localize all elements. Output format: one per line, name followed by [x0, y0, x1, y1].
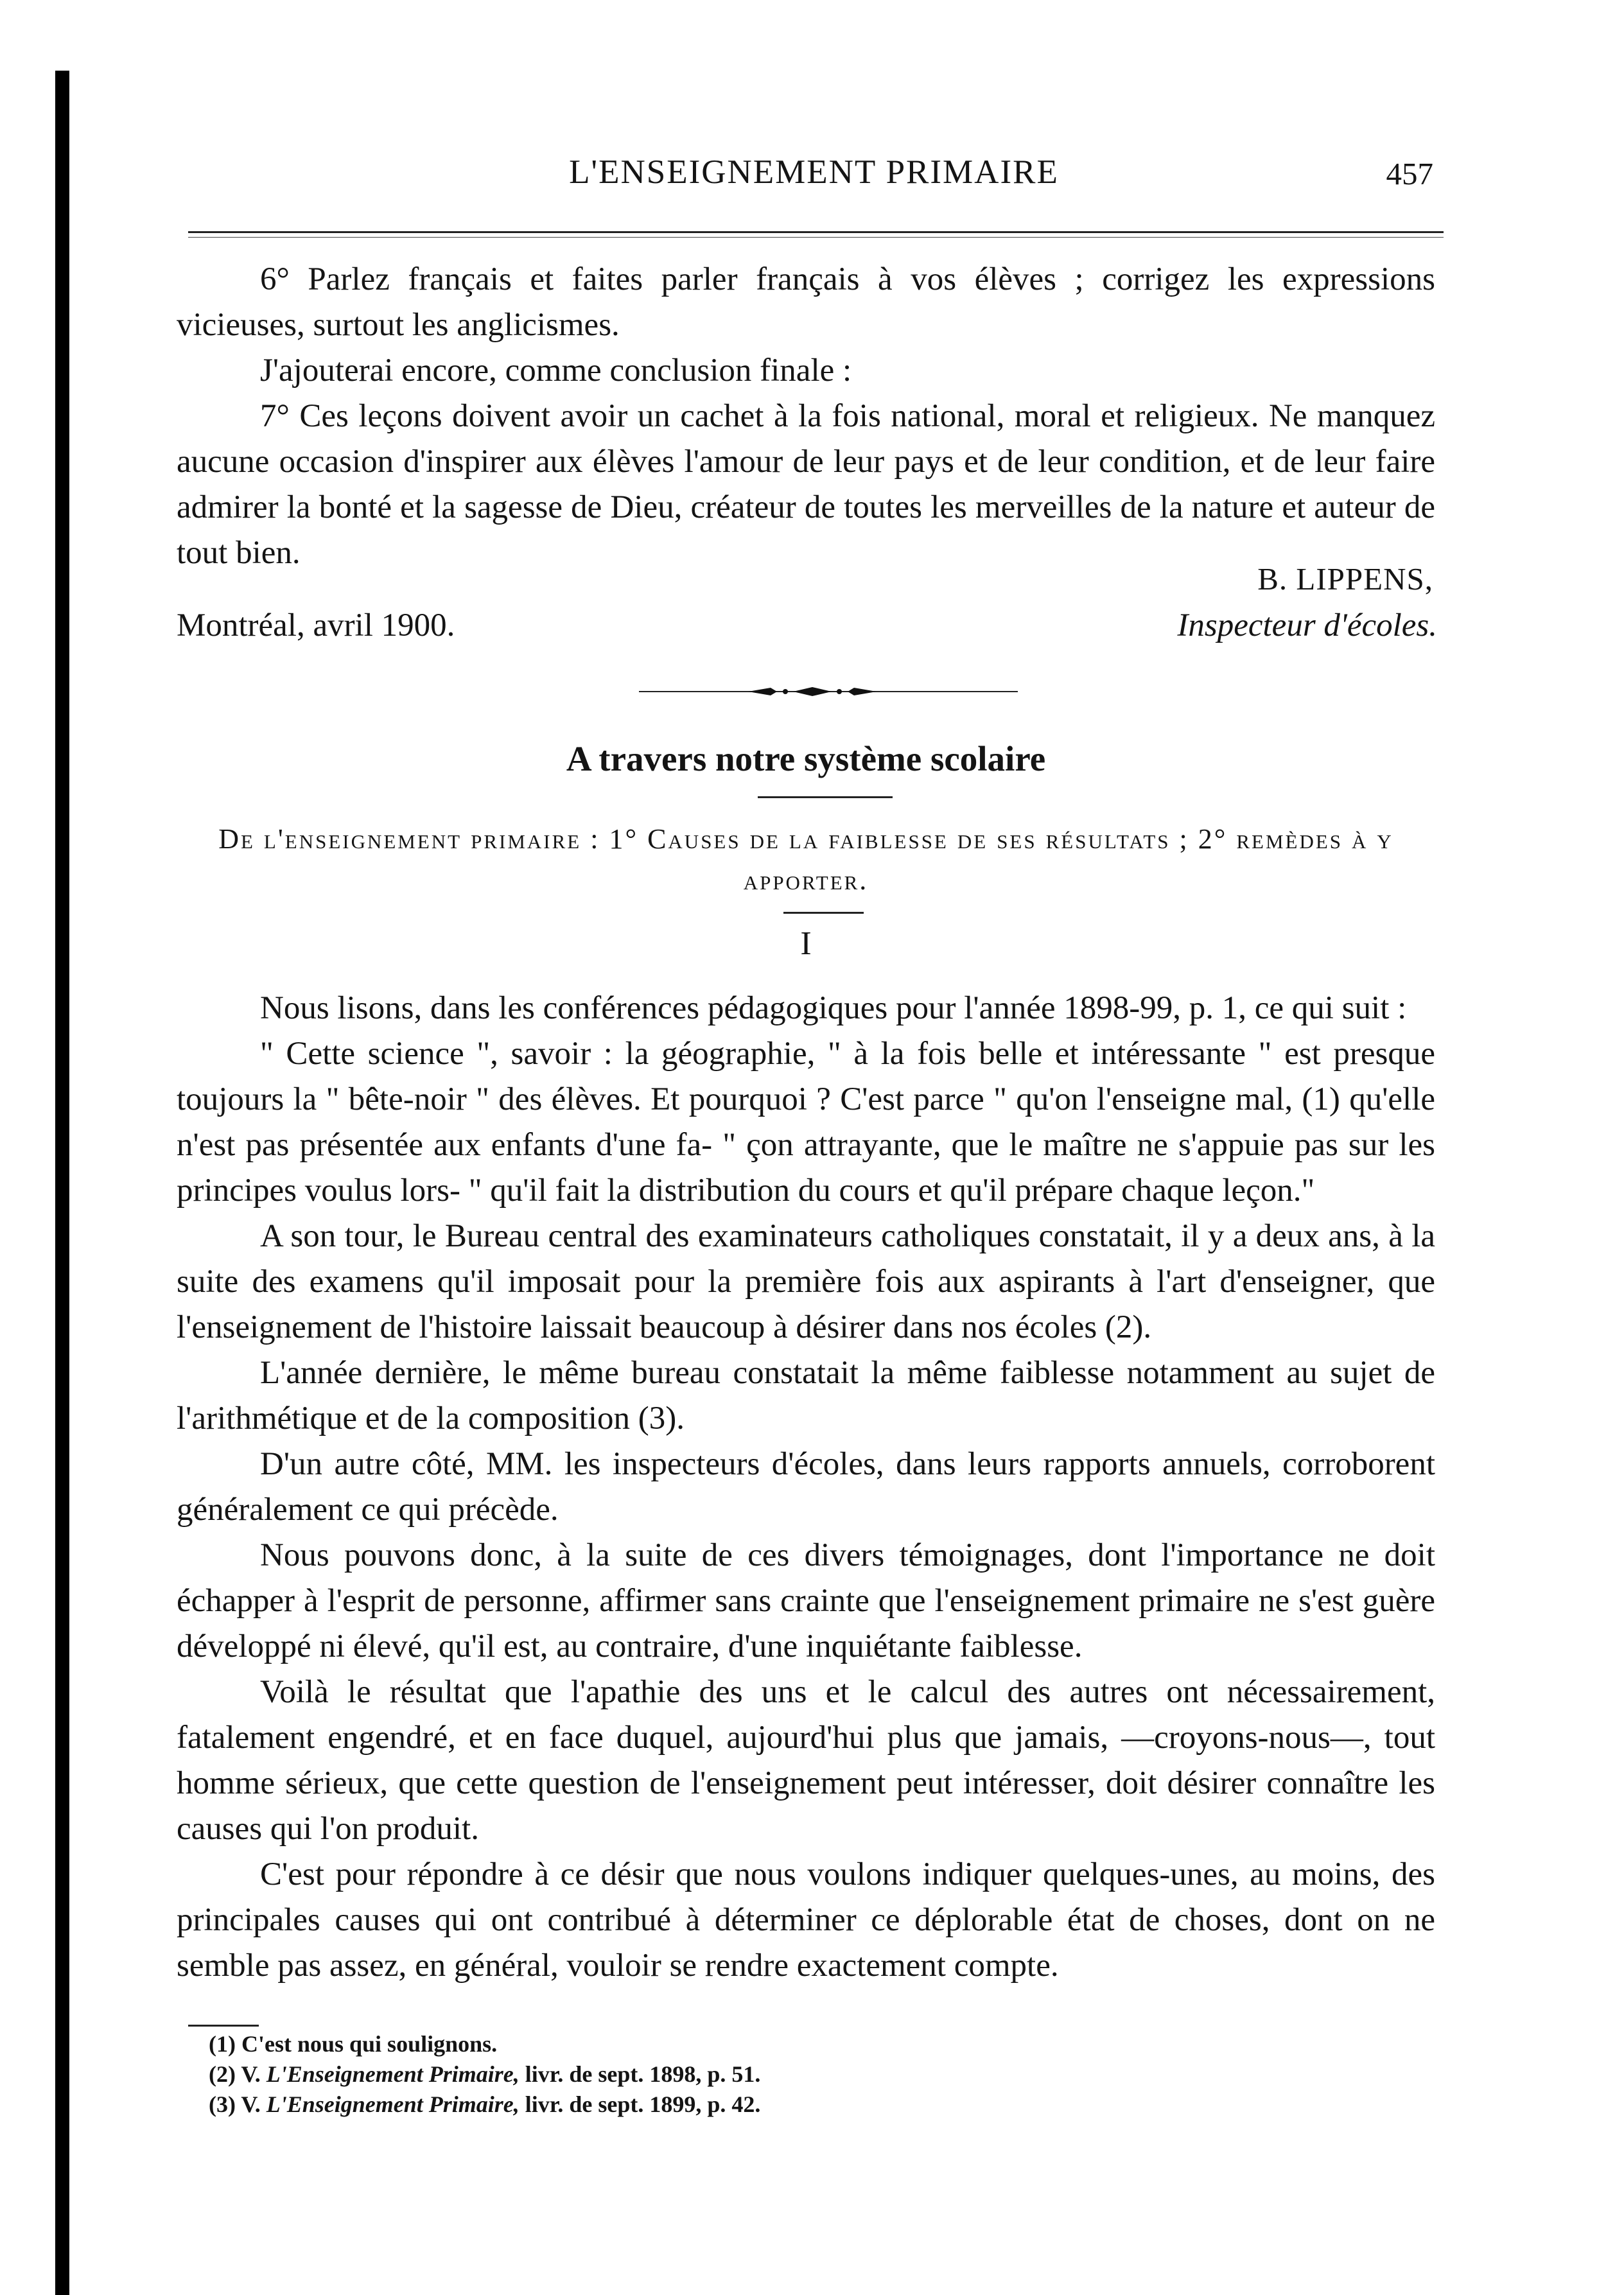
paragraph: J'ajouterai encore, comme conclusion finale : — [260, 353, 852, 388]
footnote-rule — [188, 2025, 259, 2027]
scan-edge-bar — [55, 71, 69, 2295]
paragraph: Nous pouvons donc, à la suite de ces divers témoignages, dont l'importance ne doit échapper à l'esprit de personne, affirmer sans crainte que l'enseignement primaire ne s'est guère développé ni élevé, qu'il est, au contraire, d'une inquiétante faiblesse. — [177, 1537, 1435, 1664]
footnote-journal: L'Enseignement Primaire, — [266, 2091, 520, 2117]
footnote — [209, 2029, 760, 2059]
paragraph: 6° Parlez français et faites parler français à vos élèves ; corrigez les expressions vicieuses, surtout les anglicismes. — [177, 261, 1435, 343]
article-title: A travers notre système scolaire — [566, 739, 1046, 778]
footnote-mark: (1) — [209, 2031, 236, 2057]
quoted-paragraph: " Cette science ", savoir : la géographie, " à la fois belle et intéressante " est presque toujours la " bête-noir " des élèves. Et pourquoi ? C'est parce " qu'on l'enseigne mal, (1) qu'elle n'est pas présentée aux enfants d'une fa- " çon attrayante, que le maître ne s'appuie pas sur les principes voulus lors- " qu'il fait la distribution du cours et qu'il prépare chaque leçon." — [177, 1036, 1435, 1209]
section-ornament — [639, 686, 1018, 697]
subtitle-rule — [783, 912, 864, 914]
paragraph: A son tour, le Bureau central des examinateurs catholiques constatait, il y a deux ans, à la suite des examens qu'il imposait pour la première fois aux aspirants à l'art d'enseigner, que l'enseignement de l'histoire laissait beaucoup à désirer dans nos écoles (2). — [177, 1218, 1435, 1345]
section-numeral: I — [800, 925, 812, 962]
footnote-mark: (2) — [209, 2061, 236, 2087]
paragraph: D'un autre côté, MM. les inspecteurs d'écoles, dans leurs rapports annuels, corroborent généralement ce qui précède. — [177, 1446, 1435, 1528]
footnote — [209, 2090, 760, 2120]
article-subtitle: De l'enseignement primaire : 1° Causes de la faiblesse de ses résultats ; 2° remèdes à y apporter. — [218, 823, 1393, 896]
footnote-text: livr. de sept. 1898, p. 51. — [525, 2061, 761, 2087]
footnote-text: livr. de sept. 1899, p. 42. — [525, 2091, 761, 2117]
footnote-prefix: V. — [241, 2061, 261, 2087]
signature-role: Inspecteur d'écoles. — [1177, 607, 1437, 643]
paragraph: C'est pour répondre à ce désir que nous voulons indiquer quelques-unes, au moins, des principales causes qui ont contribué à déterminer ce déplorable état de choses, dont on ne semble pas assez, en général, vouloir se rendre exactement compte. — [177, 1856, 1435, 1984]
footnote-prefix: V. — [241, 2091, 261, 2117]
paragraph: L'année dernière, le même bureau constatait la même faiblesse notamment au sujet de l'arithmétique et de la composition (3). — [177, 1355, 1435, 1436]
paragraph: Voilà le résultat que l'apathie des uns et le calcul des autres ont nécessairement, fatalement engendré, et en face duquel, aujourd'hui plus que jamais, —croyons-nous—, tout homme sérieux, que cette question de l'enseignement peut intéresser, doit désirer connaître les causes qui l'on produit. — [177, 1674, 1435, 1847]
paragraph: Nous lisons, dans les conférences pédagogiques pour l'année 1898-99, p. 1, ce qui suit : — [260, 990, 1407, 1026]
running-title: L'ENSEIGNEMENT PRIMAIRE — [569, 153, 1059, 191]
page-number: 457 — [1386, 156, 1433, 191]
title-rule — [758, 796, 893, 798]
previous-article-text — [177, 257, 1435, 576]
dateline: Montréal, avril 1900. — [177, 607, 455, 643]
footnotes — [209, 2029, 760, 2120]
header-rule-secondary — [188, 237, 1444, 238]
footnote-journal: L'Enseignement Primaire, — [266, 2061, 520, 2087]
signature-name: B. LIPPENS, — [1257, 561, 1433, 597]
paragraph: 7° Ces leçons doivent avoir un cachet à la fois national, moral et religieux. Ne manquez aucune occasion d'inspirer aux élèves l'amour de leur pays et de leur condition, et de leur faire admirer la bonté et la sagesse de Dieu, créateur de toutes les merveilles de la nature et auteur de tout bien. — [177, 398, 1435, 571]
footnote-mark: (3) — [209, 2091, 236, 2117]
page-header — [177, 153, 1451, 204]
footnote — [209, 2059, 760, 2090]
header-rule — [188, 231, 1444, 233]
article-body — [177, 986, 1435, 1989]
footnote-text: C'est nous qui soulignons. — [241, 2031, 498, 2057]
